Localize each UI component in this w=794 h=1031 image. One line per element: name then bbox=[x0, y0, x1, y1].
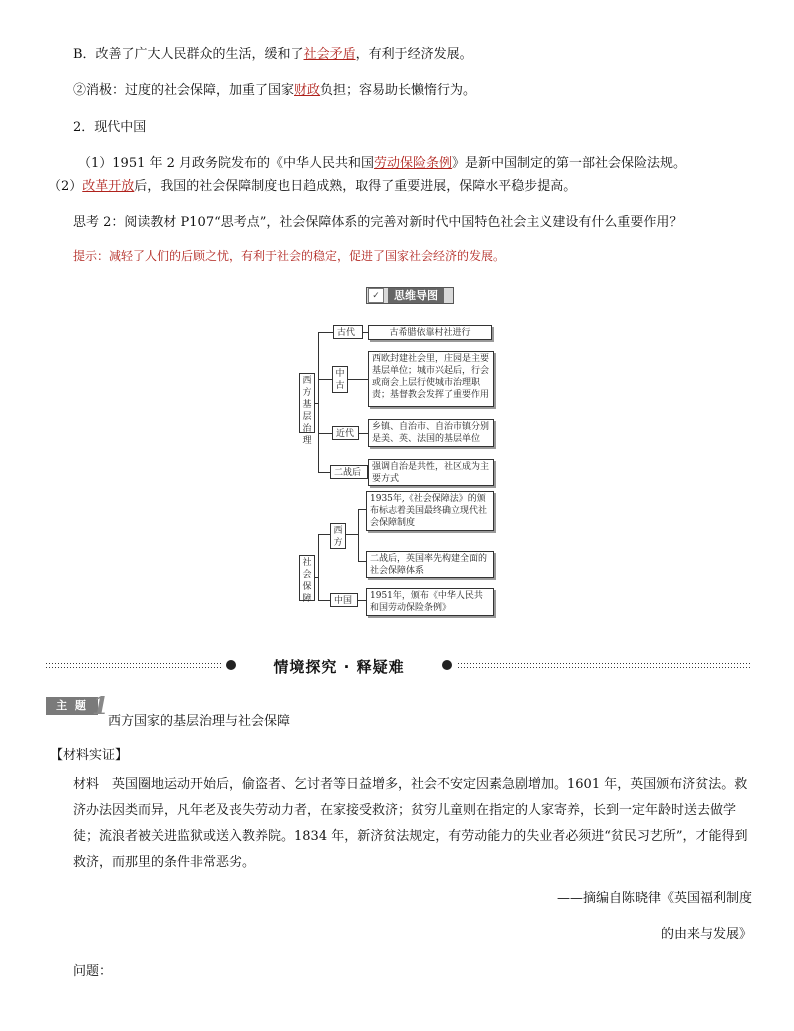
mindmap-node-medieval: 中古 bbox=[332, 366, 348, 393]
topic-title: 西方国家的基层治理与社会保障 bbox=[108, 714, 291, 729]
mindmap-text-modern: 乡镇、自治市、自治市镇分别是美、英、法国的基层单位 bbox=[368, 419, 494, 447]
heading-modern-china: 2．现代中国 bbox=[73, 120, 147, 135]
mindmap-node-china: 中国 bbox=[330, 593, 358, 607]
think-question: 思考 2：阅读教材 P107“思考点”，社会保障体系的完善对新时代中国特色社会主义建设有什么重要作用？ bbox=[73, 215, 683, 230]
mindmap-root-security: 社会保障 bbox=[299, 555, 315, 601]
topic-number: 1 bbox=[92, 691, 109, 720]
source-line-2: 的由来与发展》 bbox=[660, 927, 752, 942]
mindmap-text-medieval: 西欧封建社会里，庄园是主要基层单位；城市兴起后，行会或商会上层行使城市治理职责；基督教会发挥了重要作用 bbox=[368, 351, 494, 407]
source-line-1: ——摘编自陈晓律《英国福利制度 bbox=[556, 891, 752, 906]
bullet-right-icon bbox=[442, 660, 452, 670]
line-b: B．改善了广大人民群众的生活，缓和了社会矛盾，有利于经济发展。 bbox=[73, 47, 473, 62]
material-text: 材料 英国圈地运动开始后，偷盗者、乞讨者等日益增多，社会不安定因素急剧增加。1601 年，英国颁布济贫法。救济办法因类而异，凡年老及丧失劳动力者，在家接受救济；贫穷儿童则在指定的人家寄养，长到一定年龄时送去做学徒；流浪者被关进监狱或送入教养院。1834 年，新济贫法规定，有劳动能力的失业者必须进“贫民习艺所”，才能得到救济，而那里的条件非常恶劣。 bbox=[73, 777, 748, 870]
hint-text: 提示：减轻了人们的后顾之忧，有利于社会的稳定，促进了国家社会经济的发展。 bbox=[73, 249, 506, 263]
mindmap-text-west-1: 1935年,《社会保障法》的颁布标志着美国最终确立现代社会保障制度 bbox=[366, 491, 494, 531]
section-title: 情境探究 · 释疑难 bbox=[273, 658, 405, 676]
bullet-left-icon bbox=[226, 660, 236, 670]
keyword-labor-insurance: 劳动保险条例 bbox=[374, 156, 453, 171]
mindmap-node-postwar: 二战后 bbox=[330, 465, 368, 479]
line-item-2: （2）改革开放后，我国的社会保障制度也日趋成熟，取得了重要进展，保障水平稳步提高。 bbox=[48, 179, 577, 194]
line-item-1: （1）1951 年 2 月政务院发布的《中华人民共和国劳动保险条例》是新中国制定的第一部社会保险法规。 bbox=[78, 156, 687, 171]
mindmap-node-ancient: 古代 bbox=[333, 325, 363, 339]
line-negative: ②消极：过度的社会保障，加重了国家财政负担；容易助长懒惰行为。 bbox=[73, 83, 477, 98]
keyword-social-contradiction: 社会矛盾 bbox=[303, 47, 356, 62]
mindmap-text-china: 1951年，颁布《中华人民共和国劳动保险条例》 bbox=[366, 588, 494, 616]
keyword-finance: 财政 bbox=[294, 83, 321, 98]
evidence-label: 【材料实证】 bbox=[50, 748, 129, 763]
mindmap bbox=[298, 287, 498, 623]
mindmap-node-modern: 近代 bbox=[332, 426, 359, 440]
mindmap-text-west-2: 二战后，英国率先构建全面的社会保障体系 bbox=[366, 551, 494, 578]
keyword-reform: 改革开放 bbox=[82, 179, 135, 194]
topic-badge: 主 题 bbox=[46, 697, 98, 715]
mindmap-node-west: 西方 bbox=[330, 523, 346, 549]
mindmap-root-governance: 西方基层治理 bbox=[299, 373, 315, 433]
mindmap-text-postwar: 强调自治是共性，社区成为主要方式 bbox=[368, 459, 494, 486]
section-header bbox=[46, 656, 752, 676]
mindmap-text-ancient: 古希腊依靠村社进行 bbox=[368, 325, 492, 340]
question-label: 问题： bbox=[73, 964, 113, 979]
mindmap-icon: ✓ bbox=[368, 288, 384, 303]
mindmap-title: ✓ 思维导图 bbox=[366, 287, 454, 304]
